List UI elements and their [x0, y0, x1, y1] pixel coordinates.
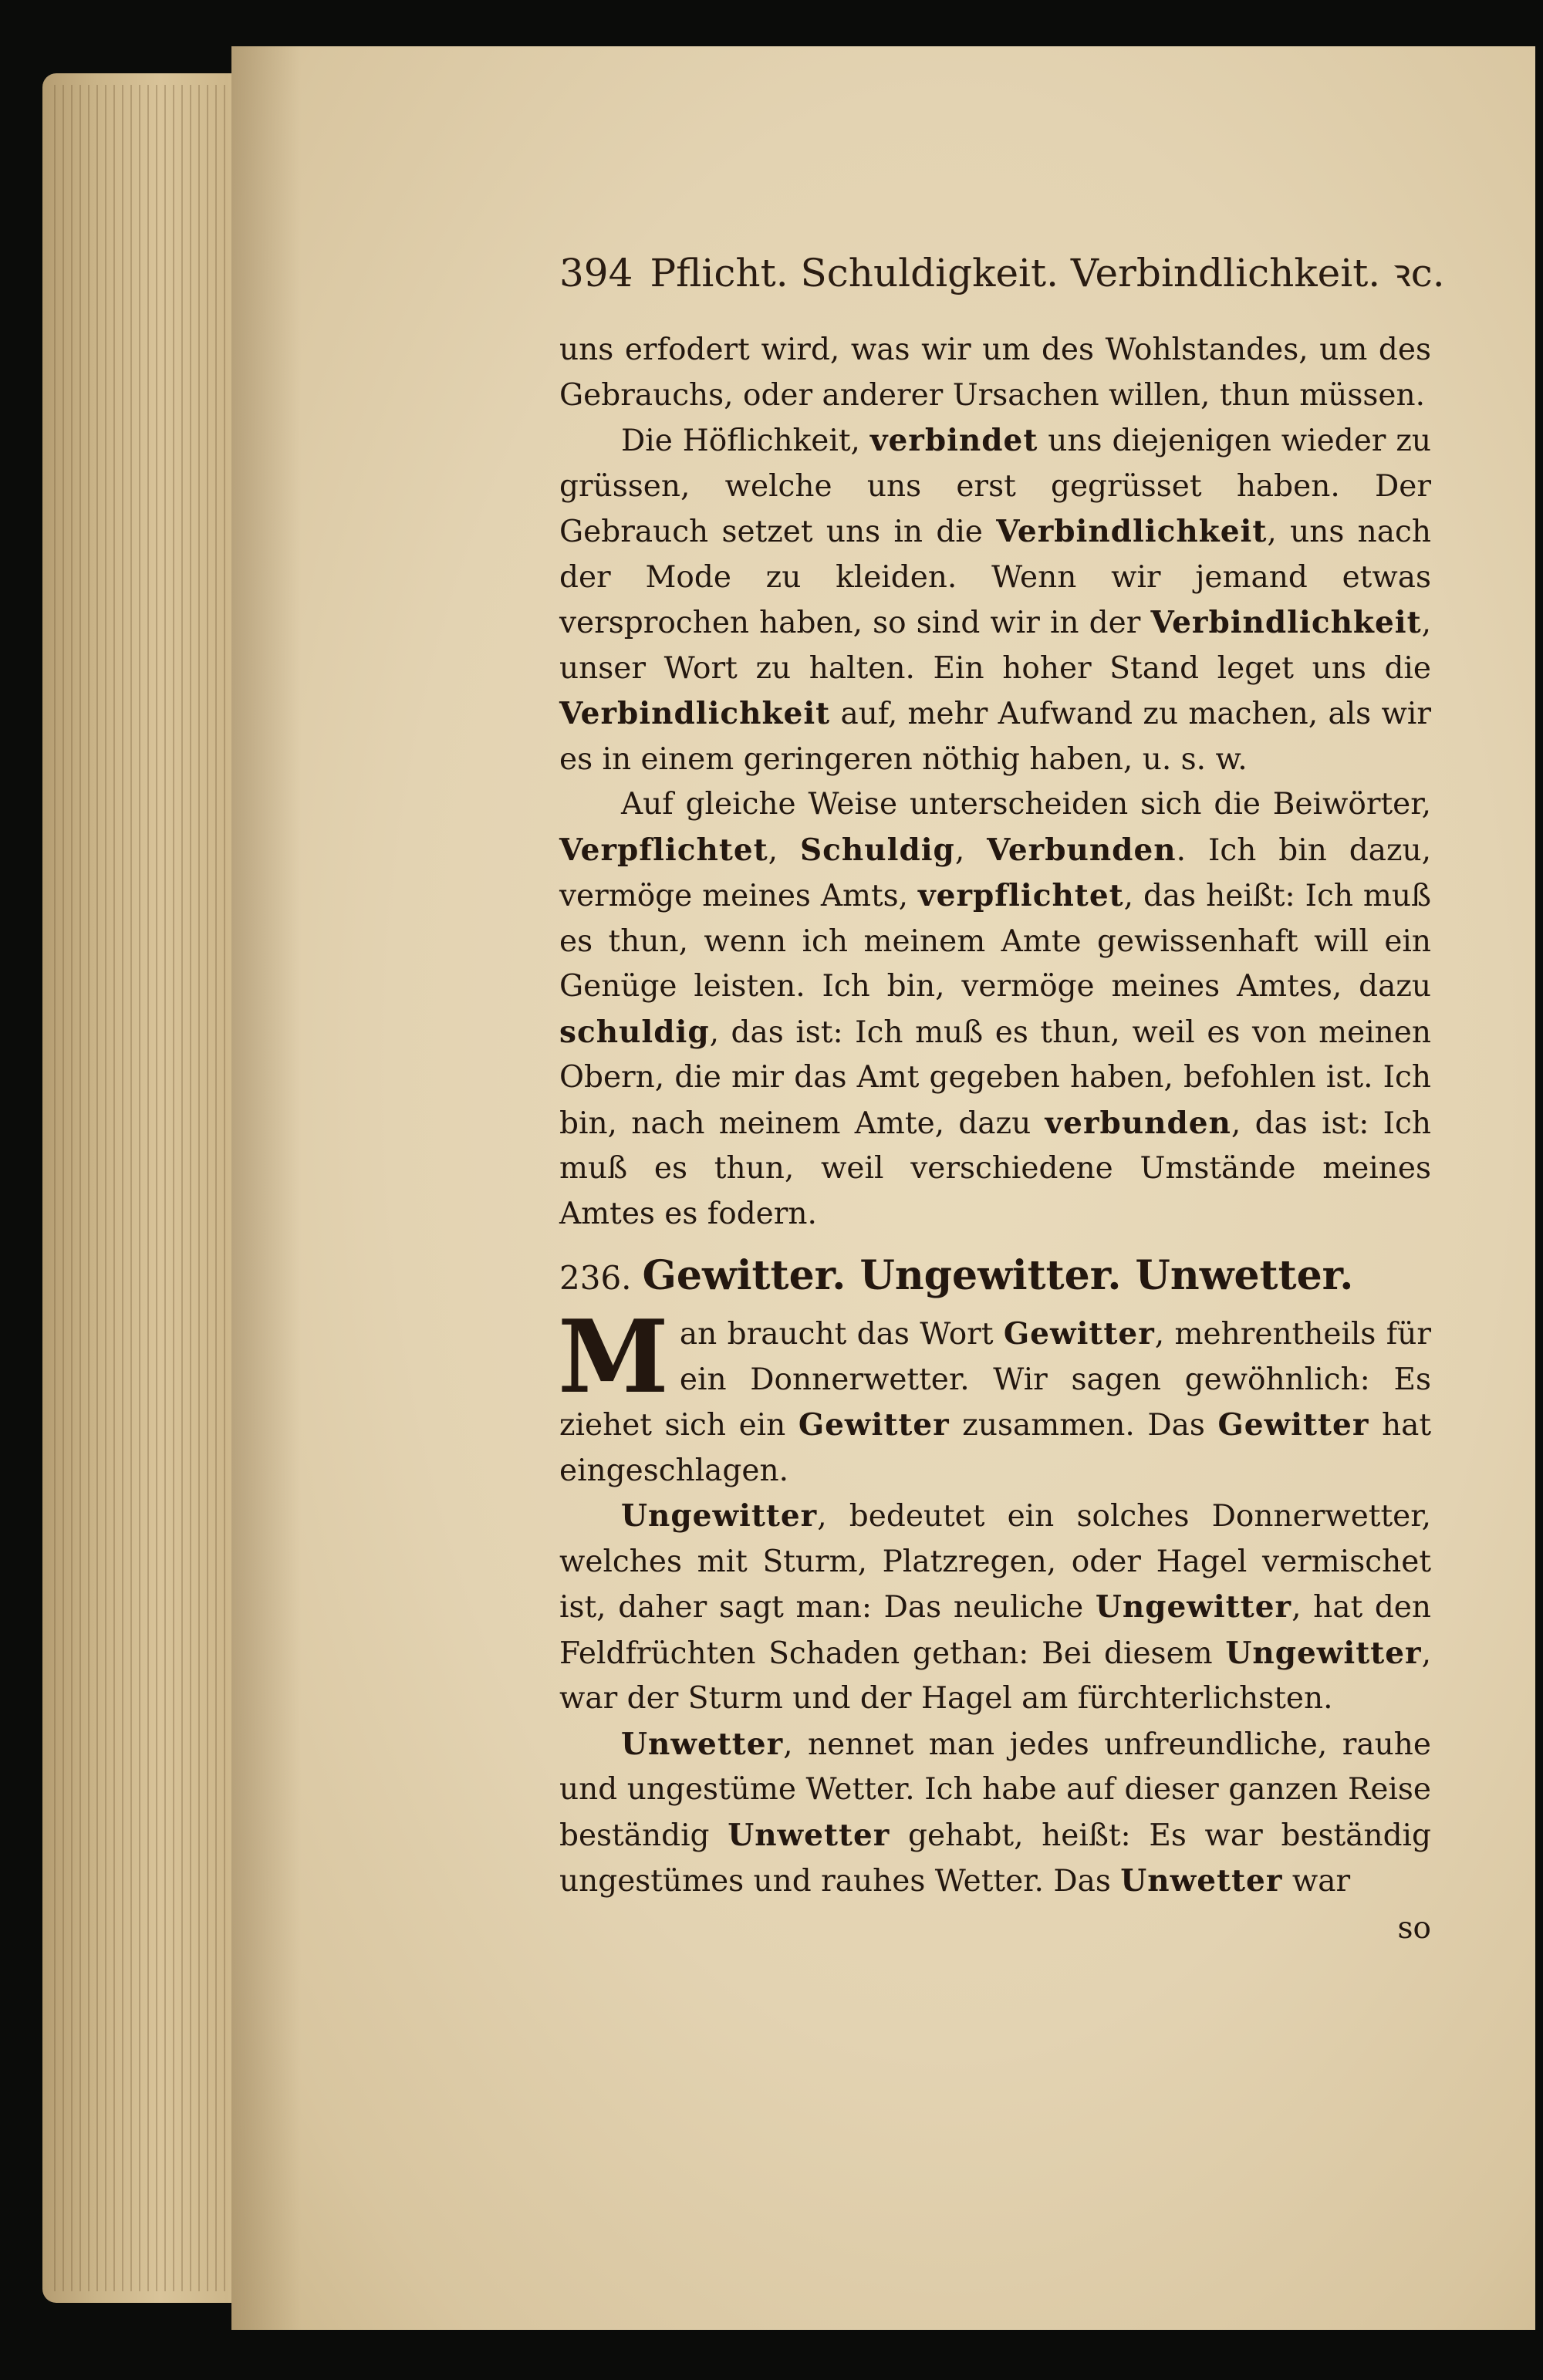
paragraph-1: uns erfodert wird, was wir um des Wohlstandes, um des Gebrauchs, oder anderer Ursachen willen, thun müssen.: [559, 333, 1431, 413]
emphasis-verbunden: Verbunden: [987, 832, 1177, 868]
catchword: so: [1397, 1910, 1431, 1946]
paragraph-4: Man braucht das Wort Gewitter, mehrentheils für ein Donnerwetter. Wir sagen gewöhnlich: Es ziehet sich ein Gewitter zusammen. Das Gewitter hat eingeschlagen.: [558, 1298, 1431, 1488]
emphasis-schuldig: schuldig: [559, 1014, 710, 1050]
emphasis-unwetter: Unwetter: [1120, 1863, 1283, 1899]
emphasis-gewitter: Gewitter: [798, 1407, 950, 1443]
paragraph-2: Die Höflichkeit, verbindet uns diejenigen wieder zu grüssen, welche uns erst gegrüsset haben. Der Gebrauch setzet uns in die Verbindlichkeit, uns nach der Mode zu kleiden. Wenn wir jemand etwas versprochen haben, so sind wir in der Verbindlichkeit, unser Wort zu halten. Ein hoher Stand leget uns die Verbindlichkeit auf, mehr Aufwand zu machen, als wir es in einem geringeren nöthig haben, u. s. w.: [559, 423, 1431, 777]
emphasis-gewitter: Gewitter: [1217, 1407, 1369, 1443]
emphasis-gewitter: Gewitter: [1003, 1316, 1155, 1352]
drop-cap: M: [558, 1298, 669, 1416]
emphasis-verbindet: verbindet: [869, 423, 1038, 458]
paragraph-6: Unwetter, nennet man jedes unfreundliche, rauhe und ungestüme Wetter. Ich habe auf dieser ganzen Reise beständig Unwetter gehabt, heißt: Es war beständig ungestümes und rauhes Wetter. Das Unwetter war: [559, 1726, 1431, 1899]
emphasis-unwetter: Unwetter: [728, 1817, 890, 1853]
emphasis-verbindlichkeit: Verbindlichkeit: [996, 514, 1268, 549]
emphasis-verbindlichkeit: Verbindlichkeit: [1150, 605, 1422, 640]
emphasis-ungewitter: Ungewitter: [1225, 1635, 1422, 1671]
section-number: 236.: [559, 1259, 632, 1297]
emphasis-verbindlichkeit: Verbindlichkeit: [559, 696, 831, 731]
paragraph-5: Ungewitter, bedeutet ein solches Donnerwetter, welches mit Sturm, Platzregen, oder Hagel vermischet ist, daher sagt man: Das neuliche Ungewitter, hat den Feldfrüchten Schaden gethan: Bei diesem Ungewitter, war der Sturm und der Hagel am fürchterlichsten.: [559, 1498, 1431, 1716]
emphasis-ungewitter: Ungewitter: [1095, 1589, 1292, 1625]
section-title: Gewitter. Ungewitter. Unwetter.: [642, 1252, 1354, 1299]
emphasis-ungewitter: Ungewitter: [621, 1498, 818, 1534]
running-header: [559, 245, 1447, 299]
emphasis-verpflichtet: verpflichtet: [918, 878, 1124, 913]
emphasis-verbunden: verbunden: [1045, 1105, 1231, 1141]
section-heading: [559, 1243, 1431, 1312]
emphasis-unwetter: Unwetter: [621, 1726, 784, 1762]
emphasis-schuldig: Schuldig: [800, 832, 955, 868]
page-number: 394: [559, 251, 633, 295]
gutter-shadow: [231, 46, 301, 2330]
running-title: Pflicht. Schuldigkeit. Verbindlichkeit. ꝛc.: [650, 251, 1445, 295]
emphasis-verpflichtet: Verpflichtet: [559, 832, 768, 868]
body-text: [559, 328, 1431, 1951]
paragraph-3: Auf gleiche Weise unterscheiden sich die Beiwörter, Verpflichtet, Schuldig, Verbunden. Ich bin dazu, vermöge meines Amts, verpflichtet, das heißt: Ich muß es thun, wenn ich meinem Amte gewissenhaft will ein Genüge leisten. Ich bin, vermöge meines Amtes, dazu schuldig, das ist: Ich muß es thun, weil es von meinen Obern, die mir das Amt gegeben haben, befohlen ist. Ich bin, nach meinem Amte, dazu verbunden, das ist: Ich muß es thun, weil verschiedene Umstände meines Amtes es fodern.: [559, 787, 1432, 1231]
